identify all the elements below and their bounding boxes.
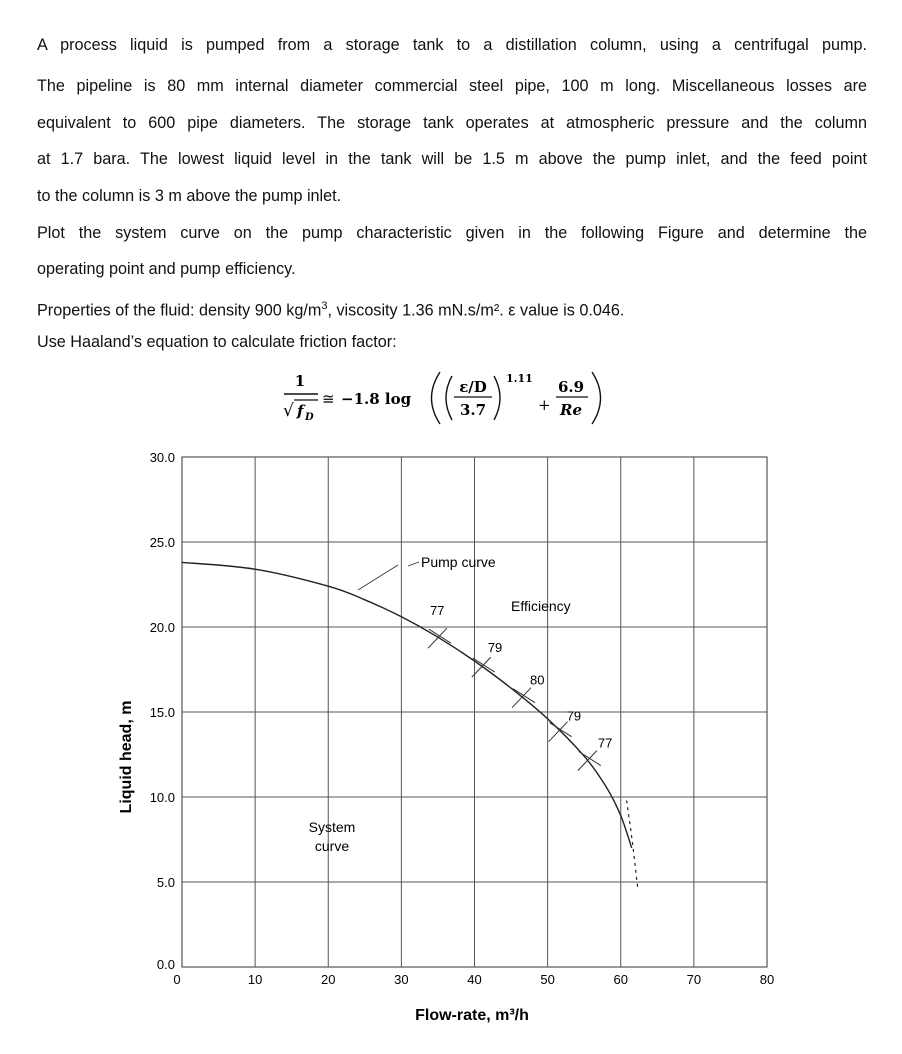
x-tick-label: 60: [613, 972, 628, 987]
pump-label-leader-1: [408, 562, 419, 566]
problem-intro: A process liquid is pumped from a storage tank to a distillation column, using a centrifugal pump.: [37, 36, 867, 54]
efficiency-mark-stroke: [550, 723, 572, 737]
x-tick-label: 20: [321, 972, 336, 987]
system-curve-label-2: curve: [314, 838, 350, 854]
eq-inner-paren-right: [494, 376, 500, 420]
chart-grid: [182, 457, 767, 967]
eq-exponent: 1.11: [506, 372, 533, 385]
pipeline-description: [37, 68, 867, 178]
eq-six-nine: 6.9: [557, 378, 585, 396]
task-line-2: operating point and pump efficiency.: [37, 260, 296, 278]
pipeline-line-2: equivalent to 600 pipe diameters. The storage tank operates at atmospheric pressure and the column: [37, 113, 867, 132]
haaland-instruction: Use Haaland’s equation to calculate friction factor:: [37, 333, 397, 351]
efficiency-mark-stroke: [473, 658, 495, 672]
x-tick-label: 30: [394, 972, 409, 987]
eq-f-subscript: D: [305, 412, 314, 423]
pump-curve-label: Pump curve: [421, 554, 496, 570]
efficiency-value-label: 77: [429, 603, 445, 619]
fluid-properties: Properties of the fluid: density 900 $kg/m^3$, viscosity 1.36 mN.s/m². ε value is 0.046.: [37, 300, 625, 320]
y-tick-label: 20.0: [149, 620, 175, 635]
efficiency-value-label: 79: [487, 640, 503, 656]
eq-approx: ≅: [322, 390, 335, 408]
x-tick-label: 0: [173, 972, 181, 987]
efficiency-value-label: 79: [566, 708, 582, 724]
pump-label-leader-2: [358, 565, 398, 590]
efficiency-marks: [428, 603, 612, 770]
cubed-superscript: 3: [321, 300, 328, 312]
x-tick-label: 80: [759, 972, 775, 987]
eq-f: f: [297, 402, 304, 420]
y-tick-label: 10.0: [149, 790, 175, 805]
pump-characteristic-chart: [0, 440, 902, 1040]
efficiency-mark-stroke: [513, 689, 535, 703]
pump-curve-extrapolated: [627, 800, 638, 887]
x-tick-label: 50: [540, 972, 555, 987]
x-tick-label: 70: [686, 972, 702, 987]
y-tick-label: 15.0: [149, 705, 175, 720]
eq-re: Re: [559, 401, 583, 419]
eq-numerator: 1: [294, 372, 306, 390]
haaland-equation: [270, 364, 630, 436]
eq-plus: +: [538, 396, 551, 414]
task-line-1: Plot the system curve on the pump characteristic given in the following Figure and determine the: [37, 224, 867, 242]
x-axis-label: Flow-rate, m³/h: [415, 1007, 529, 1024]
pipeline-line-1: The pipeline is 80 mm internal diameter commercial steel pipe, 100 m long. Miscellaneous losses are: [37, 77, 867, 95]
pipeline-line-3: at 1.7 bara. The lowest liquid level in the tank will be 1.5 m above the pump inlet, and the feed point: [37, 150, 867, 168]
efficiency-mark-stroke: [429, 629, 451, 643]
y-tick-label: 25.0: [149, 535, 175, 550]
eq-sqrt: √: [283, 401, 294, 421]
x-tick-label: 10: [247, 972, 263, 987]
efficiency-mark-stroke: [549, 722, 568, 742]
eq-eps-over-d: ε/D: [459, 378, 487, 396]
y-tick-label: 0.0: [156, 957, 175, 972]
y-tick-label: 5.0: [156, 875, 175, 890]
eq-three-seven: 3.7: [459, 401, 487, 419]
efficiency-label: Efficiency: [511, 598, 571, 614]
y-axis-label: Liquid head, m: [118, 700, 135, 814]
system-curve-label-1: System: [308, 819, 356, 835]
eq-outer-paren-left: [432, 372, 441, 424]
eq-outer-paren-right: [592, 372, 601, 424]
x-tick-label: 40: [467, 972, 482, 987]
y-tick-label: 30.0: [149, 450, 175, 465]
chart-ticks: [150, 450, 775, 987]
efficiency-value-label: 80: [530, 672, 545, 688]
pipeline-line-4: to the column is 3 m above the pump inlet.: [37, 187, 342, 205]
eq-inner-paren-left: [446, 376, 452, 420]
eq-coefficient: −1.8 log: [341, 390, 412, 408]
efficiency-value-label: 77: [597, 735, 613, 751]
efficiency-mark-stroke: [428, 628, 447, 648]
